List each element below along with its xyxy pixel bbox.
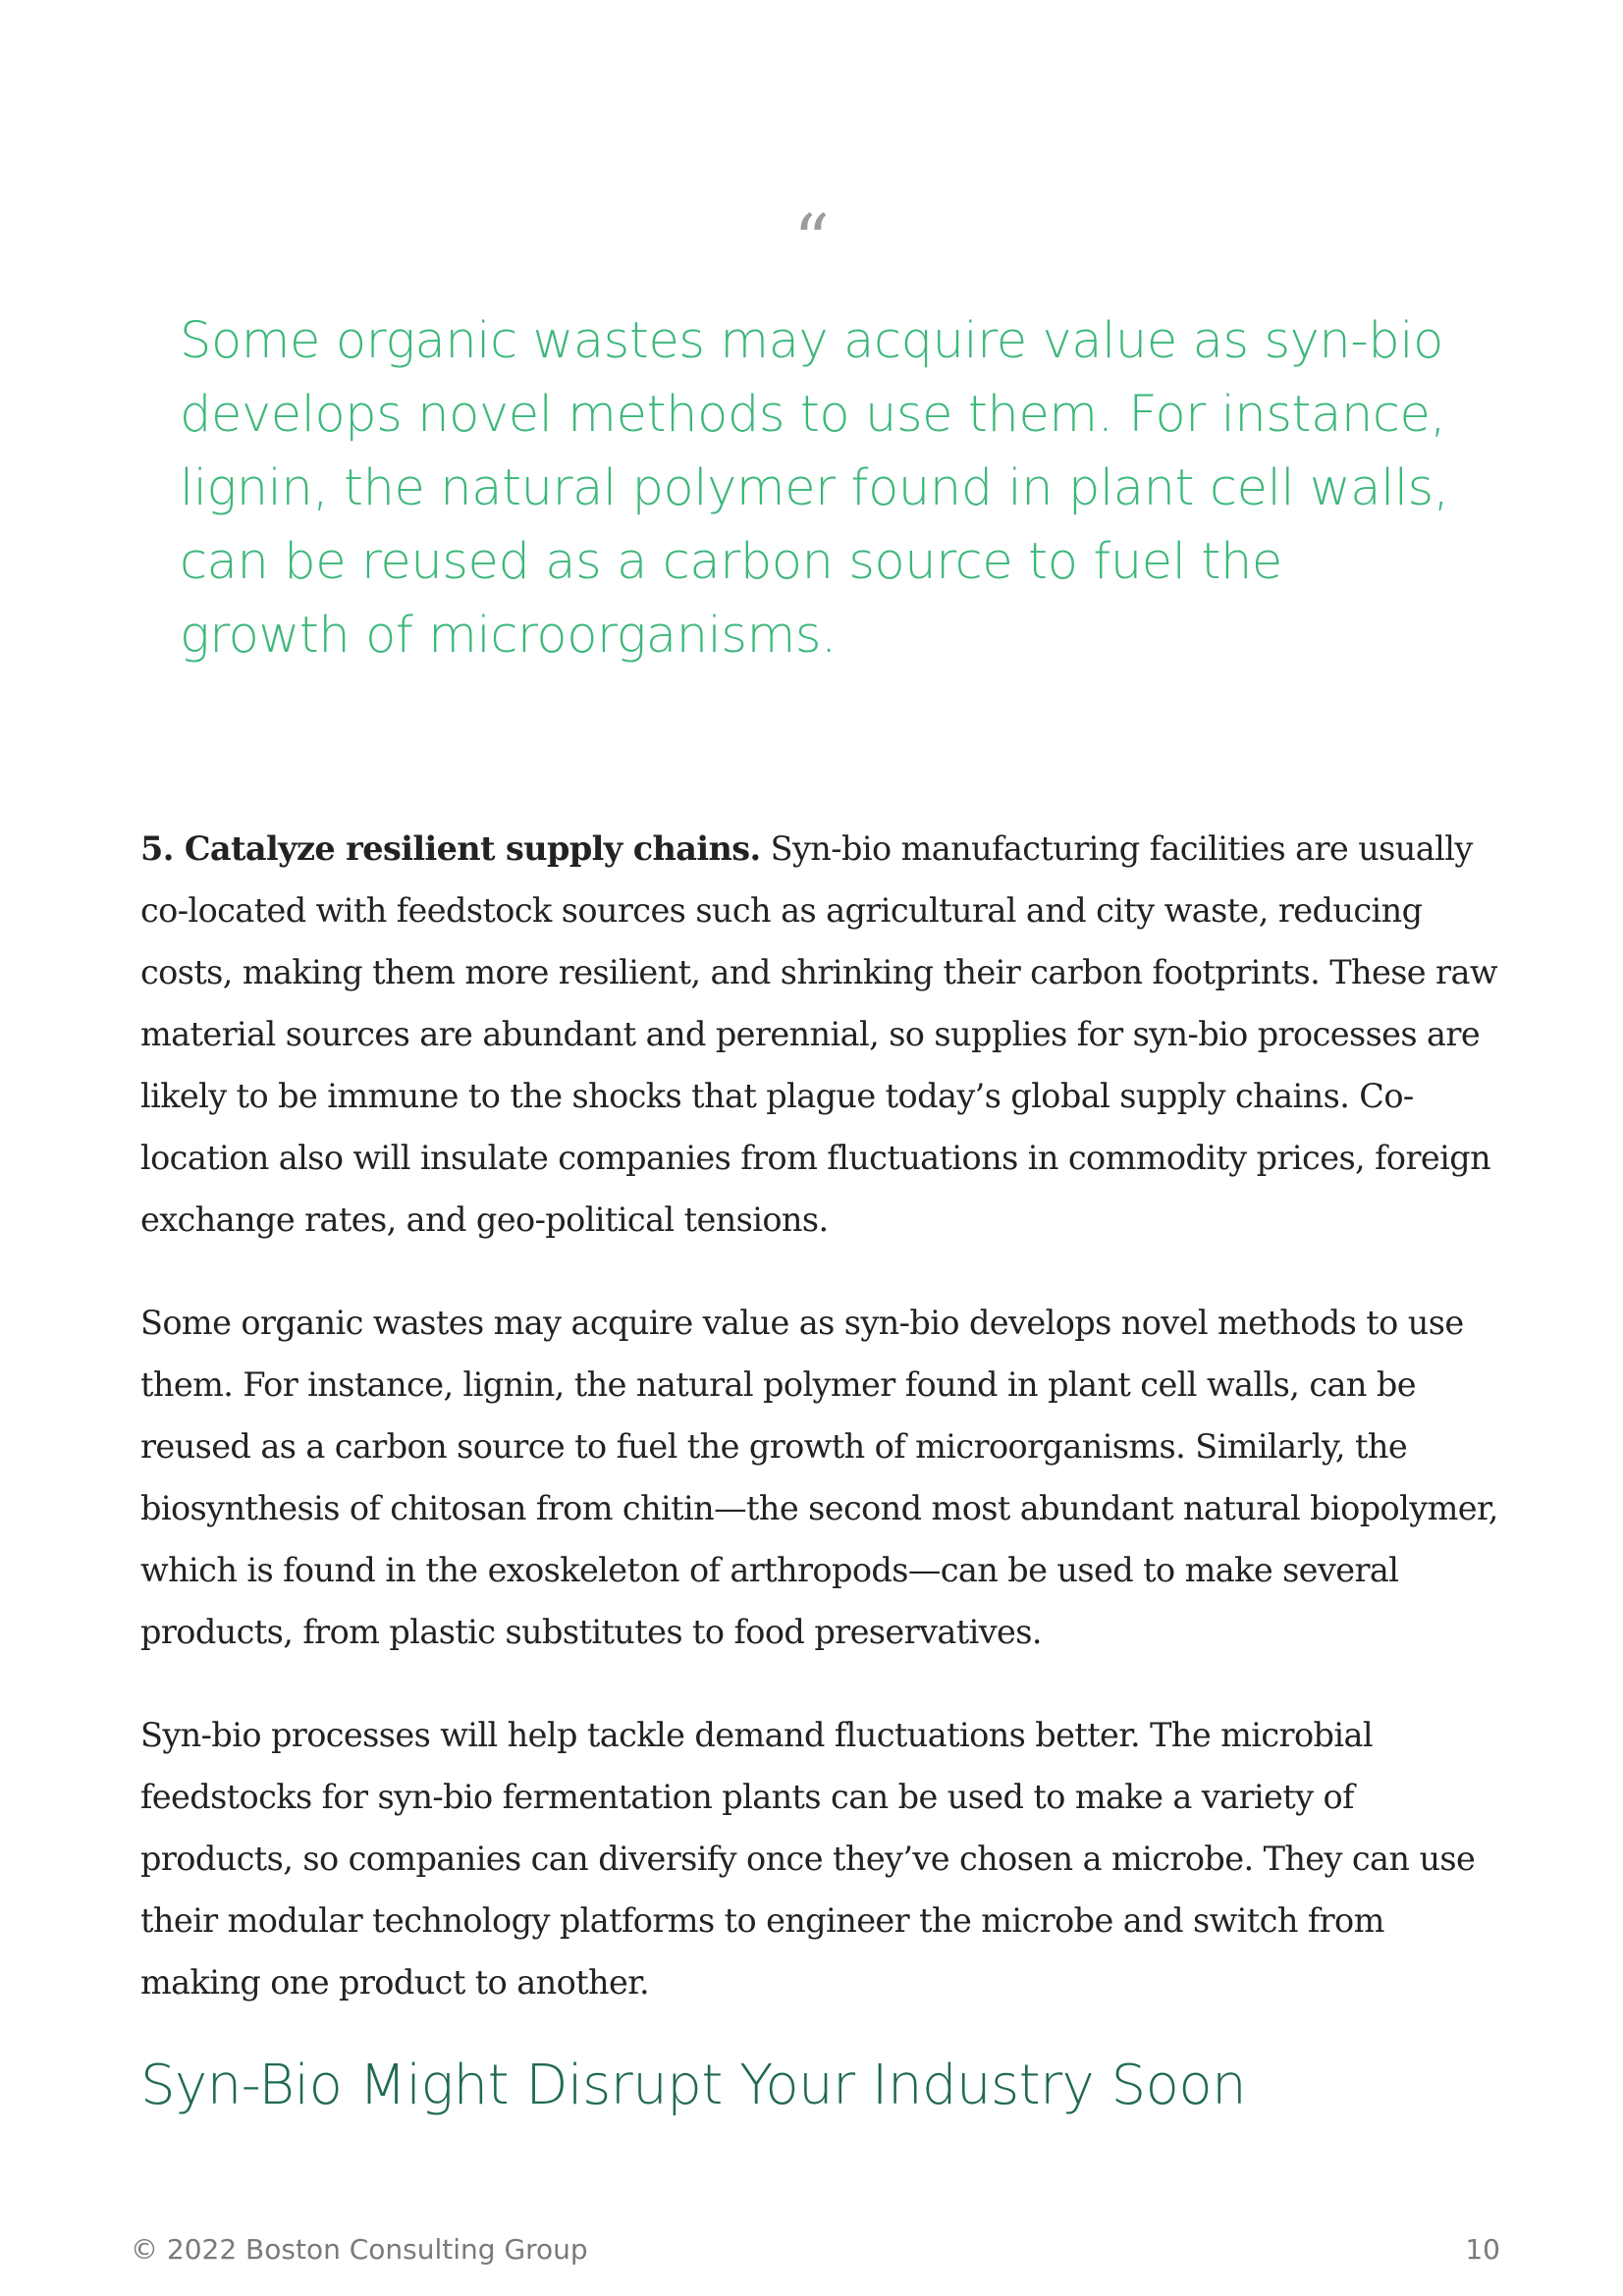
body-text xyxy=(140,818,1510,2055)
page-number: 10 xyxy=(1465,2233,1500,2266)
paragraph-organic-wastes: Some organic wastes may acquire value as syn-bio develops novel methods to use them. For instance, lignin, the natural polymer found in plant cell walls, can be reused as a carbon source to fuel the growth of microorganisms. Similarly, the biosynthesis of chitosan from chitin—the second most abundant natural biopolymer, which is found in the exoskeleton of arthropods—can be used to make several products, from plastic substitutes to food preservatives. xyxy=(140,1304,1498,1651)
paragraph-supply-chains-text: Syn-bio manufacturing facilities are usually co-located with feedstock sources such as agricultural and city waste, reducing costs, making them more resilient, and shrinking their carbon footprints. These raw material sources are abundant and perennial, so supplies for syn-bio processes are likely to be immune to the shocks that plague today’s global supply chains. Co-location also will insulate companies from fluctuations in commodity prices, foreign exchange rates, and geo-political tensions. xyxy=(140,829,1497,1239)
paragraph-lead-heading: 5. Catalyze resilient supply chains. xyxy=(140,829,761,868)
pull-quote: Some organic wastes may acquire value as syn-bio develops novel methods to use them. For instance, lignin, the natural polymer found in plant cell walls, can be reused as a carbon source to fuel the growth of microorganisms. xyxy=(180,312,1449,665)
quote-mark-icon: “ xyxy=(793,199,830,282)
paragraph-demand-fluctuations: Syn-bio processes will help tackle demand fluctuations better. The microbial feedstocks for syn-bio fermentation plants can be used to make a variety of products, so companies can diversify once they’ve chosen a microbe. They can use their modular technology platforms to engineer the microbe and switch from making one product to another. xyxy=(140,1716,1476,2002)
section-heading: Syn-Bio Might Disrupt Your Industry Soon xyxy=(140,2054,1247,2117)
footer-copyright: © 2022 Boston Consulting Group xyxy=(131,2233,588,2266)
paragraph-supply-chains xyxy=(140,818,1510,1251)
